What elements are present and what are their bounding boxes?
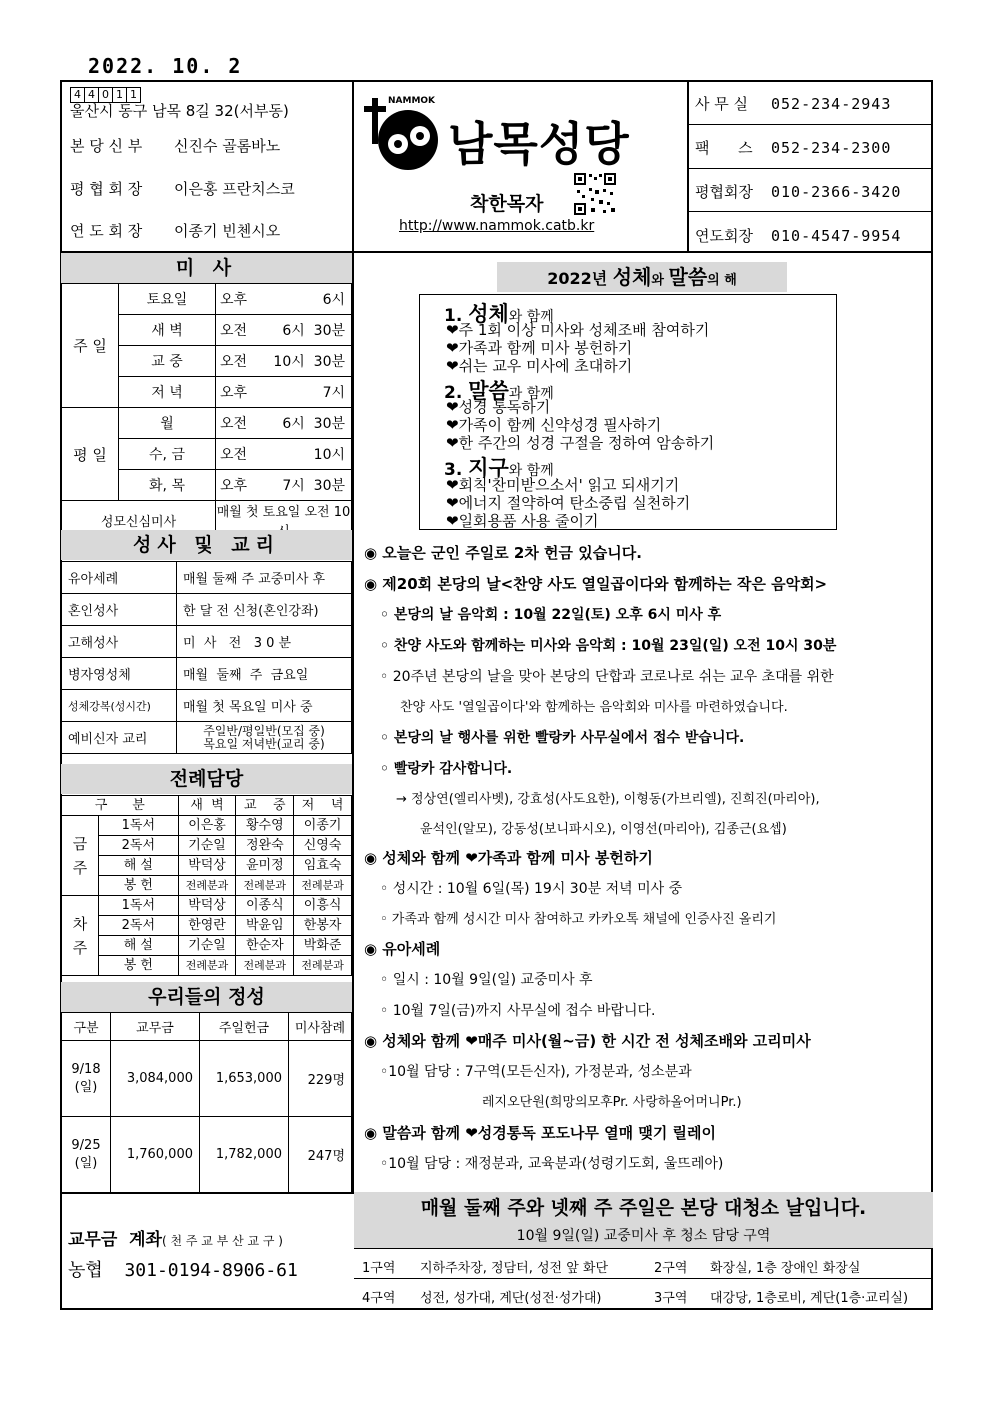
announcement-1: ◉ 오늘은 군인 주일로 2차 헌금 있습니다. (364, 544, 642, 562)
announcement-detail: 윤석인(알모), 강동성(보니파시오), 이영선(마리아), 김종근(요셉) (420, 822, 787, 837)
mass-name: 저 녁 (119, 377, 216, 408)
announcement-detail: → 정상연(엘리사벳), 강효성(사도요한), 이형동(가브리엘), 진희진(마리아), (396, 792, 820, 807)
liturgy-title: 전례담당 (61, 764, 352, 794)
theme-item: ❤가족이 함께 신약성경 필사하기 (446, 416, 662, 434)
liturgy-role: 1독서 (99, 816, 179, 836)
announcement-3: ◉ 성체와 함께 ❤가족과 함께 미사 봉헌하기 (364, 849, 653, 867)
mass-name: 새 벽 (119, 315, 216, 346)
motto: 착한목자 (470, 193, 544, 215)
header-divider (687, 80, 689, 252)
liturgy-header: 저 녁 (294, 796, 352, 816)
liturgy-cell: 이은홍 (178, 816, 236, 836)
mass-name: 월 (119, 408, 216, 439)
cleaning-subtitle: 10월 9일(일) 교중미사 후 청소 담당 구역 (354, 1224, 933, 1248)
liturgy-cell: 윤미정 (236, 856, 294, 876)
mass-name: 수, 금 (119, 439, 216, 470)
announcement-detail: ◦ 본당의 날 행사를 위한 빨랑카 사무실에서 접수 받습니다. (380, 730, 745, 746)
address: 울산시 동구 남목 8길 32(서부동) (70, 102, 289, 120)
postal-digit: 0 (98, 87, 113, 103)
sacrament-value: 매월 첫 목요일 미사 중 (177, 690, 352, 722)
contact-fax: 팩 스 052-234-2300 (695, 139, 892, 157)
theme-item: ❤한 주간의 성경 구절을 정하여 암송하기 (446, 434, 715, 452)
mass-time: 7시 (270, 377, 352, 408)
contact-line (687, 124, 933, 125)
sunday-label: 주 일 (62, 284, 119, 408)
cleaning-zone-3: 3구역 대강당, 1층로비, 계단(1층·교리실) (654, 1291, 909, 1306)
liturgy-cell: 기순일 (178, 836, 236, 856)
bulletin-date: 2022. 10. 2 (88, 54, 243, 78)
announcement-detail: ◦ 10월 7일(금)까지 사무실에 접수 바랍니다. (380, 1003, 656, 1019)
church-logo (364, 96, 684, 176)
sacrament-value: 매월 둘째 주 교중미사 후 (177, 562, 352, 594)
mass-ampm: 오후 (216, 470, 271, 501)
offering-collection: 1,782,000 (200, 1117, 289, 1193)
mass-time: 6시 30분 (270, 408, 352, 439)
offering-header: 주일헌금 (200, 1013, 289, 1041)
announcement-6: ◉ 말씀과 함께 ❤성경통독 포도나무 열매 맺기 릴레이 (364, 1124, 717, 1142)
postal-digit: 1 (112, 87, 127, 103)
offering-title: 우리들의 정성 (61, 982, 352, 1012)
mass-time: 10시 (270, 439, 352, 470)
liturgy-cell: 박윤임 (236, 916, 294, 936)
liturgy-cell: 박덕상 (178, 856, 236, 876)
theme-item: ❤성경 통독하기 (446, 398, 551, 416)
announcement-detail: ◦ 일시 : 10월 9일(일) 교중미사 후 (380, 972, 593, 988)
qr-code-icon (573, 172, 617, 216)
cleaning-title: 매월 둘째 주와 넷째 주 주일은 본당 대청소 날입니다. (354, 1192, 933, 1224)
liturgy-cell: 이종식 (236, 896, 294, 916)
liturgy-table (61, 795, 352, 976)
cleaning-line (354, 1278, 933, 1279)
mass-ampm: 오전 (216, 346, 271, 377)
announcement-detail: 레지오단원(희망의모후Pr. 사랑하올어머니Pr.) (482, 1095, 742, 1110)
catechumen-value: 주일반/평일반(모집 중) 목요일 저녁반(교리 중) (177, 722, 352, 754)
liturgy-role: 2독서 (99, 836, 179, 856)
theme-item: ❤회칙'찬미받으소서' 읽고 되새기기 (446, 476, 680, 494)
mass-time: 6시 30분 (270, 315, 352, 346)
mass-time: 6시 (270, 284, 352, 315)
liturgy-role: 2독서 (99, 916, 179, 936)
liturgy-cell: 한영란 (178, 916, 236, 936)
mass-ampm: 오후 (216, 377, 271, 408)
liturgy-role: 봉 헌 (99, 876, 179, 896)
theme-item: ❤주 1회 이상 미사와 성체조배 참여하기 (446, 321, 710, 339)
mass-ampm: 오전 (216, 439, 271, 470)
theme-item: ❤일회용품 사용 줄이기 (446, 512, 599, 530)
announcement-detail: ◦10월 담당 : 7구역(모든신자), 가정분과, 성소분과 (380, 1064, 692, 1080)
sacrament-label: 성체강복(성시간) (62, 690, 177, 722)
theme-group-1: 1. 성체와 함께 (444, 302, 554, 326)
offering-header: 교무금 (111, 1013, 200, 1041)
liturgy-cell: 한봉자 (294, 916, 352, 936)
announcement-5: ◉ 성체와 함께 ❤매주 미사(월~금) 한 시간 전 성체조배와 고리미사 (364, 1032, 811, 1050)
liturgy-cell: 전례분과 (294, 956, 352, 976)
youth-row: 연 도 회 장 이종기 빈첸시오 (70, 222, 281, 240)
weekday-label: 평 일 (62, 408, 119, 501)
sacrament-label: 고해성사 (62, 626, 177, 658)
cleaning-zone-1: 1구역 지하주차장, 정담터, 성전 앞 화단 (362, 1261, 609, 1276)
announcement-detail: ◦ 빨랑카 감사합니다. (380, 761, 513, 777)
liturgy-cell: 전례분과 (236, 876, 294, 896)
mass-name: 토요일 (119, 284, 216, 315)
liturgy-cell: 신영숙 (294, 836, 352, 856)
liturgy-role: 해 설 (99, 936, 179, 956)
liturgy-header: 교 중 (236, 796, 294, 816)
announcement-4: ◉ 유아세례 (364, 940, 441, 958)
mary-mass-label: 성모신심미사 (62, 501, 216, 540)
logo-small-text: NAMMOK (388, 96, 436, 106)
contact-youth: 연도회장 010-4547-9954 (695, 227, 902, 245)
liturgy-cell: 전례분과 (178, 956, 236, 976)
mass-name: 화, 목 (119, 470, 216, 501)
mass-ampm: 오전 (216, 408, 271, 439)
logo-text: 남목성당 (448, 117, 630, 171)
liturgy-header: 구 분 (62, 796, 179, 816)
mary-mass-value: 매월 첫 토요일 오전 10 (216, 501, 352, 540)
liturgy-cell: 전례분과 (178, 876, 236, 896)
cleaning-zone-2: 2구역 화장실, 1층 장애인 화장실 (654, 1261, 861, 1276)
announcement-detail: ◦ 성시간 : 10월 6일(목) 19시 30분 저녁 미사 중 (380, 881, 683, 897)
sacrament-label: 병자영성체 (62, 658, 177, 690)
mass-name: 교 중 (119, 346, 216, 377)
sacrament-label: 혼인성사 (62, 594, 177, 626)
website-link[interactable]: http://www.nammok.catb.kr (399, 218, 595, 234)
mass-time: 7시 30분 (270, 470, 352, 501)
liturgy-cell: 임효숙 (294, 856, 352, 876)
sacrament-table (61, 561, 352, 754)
offering-header: 미사참례 (289, 1013, 352, 1041)
contact-line (687, 168, 933, 169)
announcement-detail: ◦ 찬양 사도와 함께하는 미사와 음악회 : 10월 23일(일) 오전 10시 30분 (380, 638, 837, 654)
announcement-detail: ◦ 본당의 날 음악회 : 10월 22일(토) 오후 6시 미사 후 (380, 607, 722, 623)
announcement-detail: 찬양 사도 '열일곱이다'와 함께하는 음악회와 미사를 마련하였습니다. (400, 700, 788, 715)
offering-table (61, 1012, 352, 1193)
this-week-label: 금 주 (62, 816, 99, 896)
offering-dues: 1,760,000 (111, 1117, 200, 1193)
sacrament-value: 매월 둘째 주 금요일 (177, 658, 352, 690)
liturgy-cell: 정완숙 (236, 836, 294, 856)
liturgy-cell: 이종기 (294, 816, 352, 836)
liturgy-cell: 기순일 (178, 936, 236, 956)
theme-item: ❤가족과 함께 미사 봉헌하기 (446, 339, 633, 357)
contact-council: 평협회장 010-2366-3420 (695, 183, 902, 201)
postal-digit: 1 (126, 87, 141, 103)
liturgy-cell: 전례분과 (294, 876, 352, 896)
mass-ampm: 오후 (216, 284, 271, 315)
offering-date: 9/25 (일) (62, 1117, 111, 1193)
liturgy-cell: 이흥식 (294, 896, 352, 916)
postal-digit: 4 (70, 87, 85, 103)
liturgy-header: 새 벽 (178, 796, 236, 816)
announcement-detail: ◦ 20주년 본당의 날을 맞아 본당의 단합과 코로나로 쉬는 교우 초대를 위한 (380, 669, 834, 685)
announcement-detail: ◦ 가족과 함께 성시간 미사 참여하고 카카오톡 채널에 인증사진 올리기 (380, 912, 777, 927)
offering-header: 구분 (62, 1013, 111, 1041)
cleaning-line (354, 1248, 933, 1249)
council-row: 평 협 회 장 이은홍 프란치스코 (70, 180, 295, 198)
account-number: 농협 301-0194-8906-61 (68, 1260, 298, 1281)
liturgy-cell: 전례분과 (236, 956, 294, 976)
announcement-2: ◉ 제20회 본당의 날<찬양 사도 열일곱이다와 함께하는 작은 음악회> (364, 575, 828, 593)
pastor-row: 본 당 신 부 신진수 골롬바노 (70, 137, 281, 155)
offering-attendance: 229명 (289, 1041, 352, 1117)
mass-table (61, 283, 352, 540)
liturgy-cell: 한순자 (236, 936, 294, 956)
postal-digit: 4 (84, 87, 99, 103)
contact-office: 사 무 실 052-234-2943 (695, 95, 892, 113)
column-divider (352, 80, 354, 1193)
liturgy-role: 1독서 (99, 896, 179, 916)
liturgy-role: 봉 헌 (99, 956, 179, 976)
offering-collection: 1,653,000 (200, 1041, 289, 1117)
sacrament-value: 한 달 전 신청(혼인강좌) (177, 594, 352, 626)
next-week-label: 차 주 (62, 896, 99, 976)
mass-ampm: 오전 (216, 315, 271, 346)
theme-item: ❤쉬는 교우 미사에 초대하기 (446, 357, 633, 375)
offering-attendance: 247명 (289, 1117, 352, 1193)
cleaning-zone-4: 4구역 성전, 성가대, 계단(성전·성가대) (362, 1291, 602, 1306)
theme-item: ❤에너지 절약하여 탄소중립 실천하기 (446, 494, 691, 512)
sacrament-title: 성사 및 교리 (61, 530, 352, 560)
mass-time: 10시 30분 (270, 346, 352, 377)
liturgy-cell: 박덕상 (178, 896, 236, 916)
liturgy-cell: 황수영 (236, 816, 294, 836)
theme-group-3: 3. 지구와 함께 (444, 456, 554, 480)
offering-date: 9/18 (일) (62, 1041, 111, 1117)
theme-group-2: 2. 말씀과 함께 (444, 379, 554, 403)
catechumen-label: 예비신자 교리 (62, 722, 177, 754)
year-theme-title: 2022년 성체와 말씀의 해 (497, 262, 787, 292)
sacrament-value: 미 사 전 3 0 분 (177, 626, 352, 658)
announcement-detail: ◦10월 담당 : 재정분과, 교육분과(성령기도회, 울뜨레아) (380, 1156, 724, 1172)
contact-line (687, 211, 933, 212)
offering-dues: 3,084,000 (111, 1041, 200, 1117)
liturgy-cell: 박화준 (294, 936, 352, 956)
mass-title: 미 사 (61, 253, 352, 283)
account-title: 교무금 계좌( 천 주 교 부 산 교 구 ) (68, 1230, 283, 1250)
liturgy-role: 해 설 (99, 856, 179, 876)
sacrament-label: 유아세례 (62, 562, 177, 594)
